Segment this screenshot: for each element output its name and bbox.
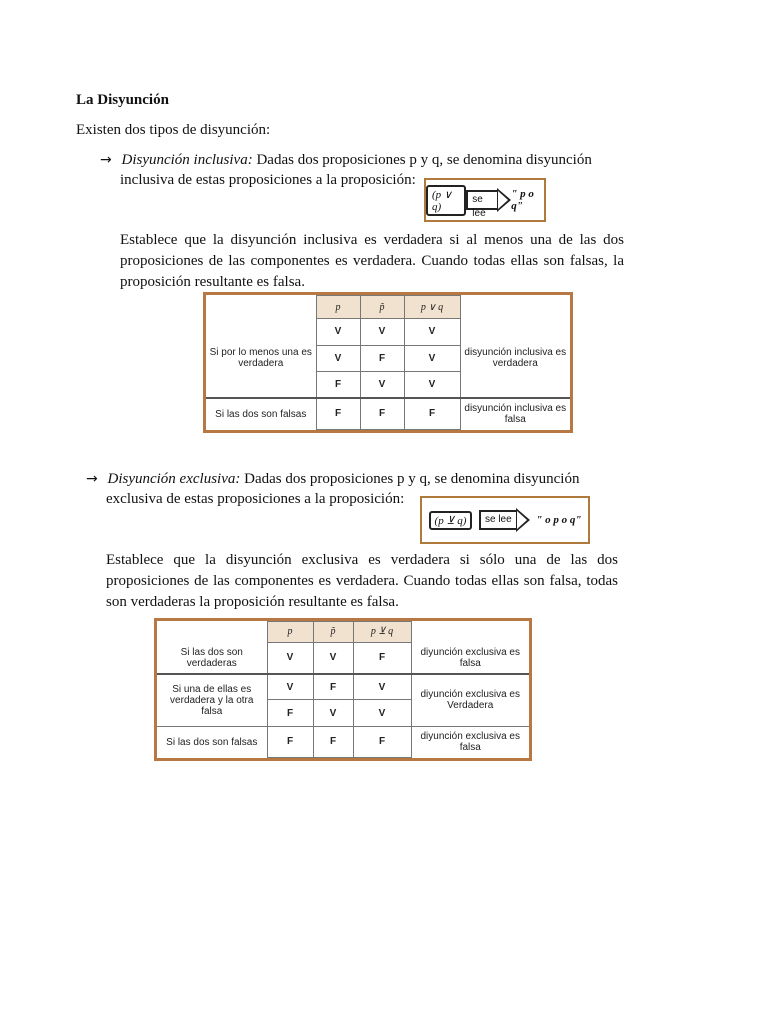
inclusive-formula xyxy=(424,178,546,222)
table-cell: V xyxy=(360,371,404,397)
table-cell: F xyxy=(313,726,353,757)
row-label: Si por lo menos una es verdadera xyxy=(206,319,316,398)
exclusive-definition: Dadas dos proposiciones p y q, se denomina disyunción xyxy=(240,471,580,487)
formula-reading: " o p o q" xyxy=(536,514,582,526)
table-cell: V xyxy=(313,642,353,673)
header-p: p xyxy=(267,622,313,643)
exclusive-paragraph: Establece que la disyunción exclusiva es verdadera si sólo una de las dos proposiciones de las componentes es verdadera. Cuando todas ellas son falsa, todas son verdaderas la proposición resultante es falsa. xyxy=(106,552,618,610)
table-cell: V xyxy=(316,345,360,371)
inclusive-term: Disyunción inclusiva: xyxy=(121,152,253,168)
table-cell: V xyxy=(360,319,404,345)
arrow-right-icon: → xyxy=(86,471,98,487)
table-cell: V xyxy=(313,700,353,726)
row-label: Si las dos son falsas xyxy=(157,726,267,757)
table-cell: V xyxy=(404,345,460,371)
reads-arrow-icon xyxy=(479,508,530,532)
intro-text: Existen dos tipos de disyunción: xyxy=(76,122,271,138)
reads-label: se lee xyxy=(479,510,516,530)
formula-expression: (p ∨ q) xyxy=(426,185,466,216)
table-cell: F xyxy=(316,371,360,397)
table-cell: F xyxy=(360,398,404,430)
header-not-p: p̃ xyxy=(313,622,353,643)
header-p: p xyxy=(316,296,360,319)
table-cell: V xyxy=(404,319,460,345)
result-label: disyunción inclusiva es falsa xyxy=(460,398,570,430)
exclusive-formula xyxy=(420,496,590,544)
table-cell: F xyxy=(267,700,313,726)
arrow-right-icon: → xyxy=(100,152,112,168)
row-label: Si las dos son verdaderas xyxy=(157,642,267,673)
inclusive-bullet xyxy=(100,152,592,169)
inclusive-definition: Dadas dos proposiciones p y q, se denomina disyunción xyxy=(252,152,592,168)
exclusive-bullet xyxy=(86,471,579,488)
exclusive-definition-line2: exclusiva de estas proposiciones a la proposición: xyxy=(106,491,405,507)
inclusive-paragraph: Establece que la disyunción inclusiva es verdadera si al menos una de las dos proposiciones de las componentes es verdadera. Cuando todas ellas son falsas, la proposición resultante es falsa. xyxy=(120,232,624,290)
table-cell: F xyxy=(360,345,404,371)
reads-label: se lee xyxy=(466,190,497,210)
result-label: disyunción inclusiva es verdadera xyxy=(460,319,570,398)
formula-expression: (p ⊻ q) xyxy=(429,511,473,530)
exclusive-truth-table xyxy=(154,618,532,761)
result-label: diyunción exclusiva es Verdadera xyxy=(411,674,529,726)
formula-reading: " p o q" xyxy=(511,188,534,212)
page-title: La Disyunción xyxy=(76,92,169,108)
header-not-p: p̃ xyxy=(360,296,404,319)
result-label: diyunción exclusiva es falsa xyxy=(411,642,529,673)
table-cell: V xyxy=(267,642,313,673)
header-p-or-q: p ∨ q xyxy=(404,296,460,319)
table-cell: F xyxy=(404,398,460,430)
table-cell: F xyxy=(353,726,411,757)
table-cell: F xyxy=(353,642,411,673)
header-p-xor-q: p ⊻ q xyxy=(353,622,411,643)
table-cell: V xyxy=(267,674,313,700)
table-cell: F xyxy=(267,726,313,757)
table-cell: F xyxy=(313,674,353,700)
table-cell: F xyxy=(316,398,360,430)
table-cell: V xyxy=(353,700,411,726)
exclusive-term: Disyunción exclusiva: xyxy=(107,471,241,487)
inclusive-truth-table xyxy=(203,292,573,433)
table-cell: V xyxy=(353,674,411,700)
table-cell: V xyxy=(316,319,360,345)
result-label: diyunción exclusiva es falsa xyxy=(411,726,529,757)
inclusive-definition-line2: inclusiva de estas proposiciones a la proposición: xyxy=(120,172,416,188)
table-cell: V xyxy=(404,371,460,397)
reads-arrow-icon xyxy=(466,188,511,219)
row-label: Si las dos son falsas xyxy=(206,398,316,430)
row-label: Si una de ellas es verdadera y la otra falsa xyxy=(157,674,267,726)
